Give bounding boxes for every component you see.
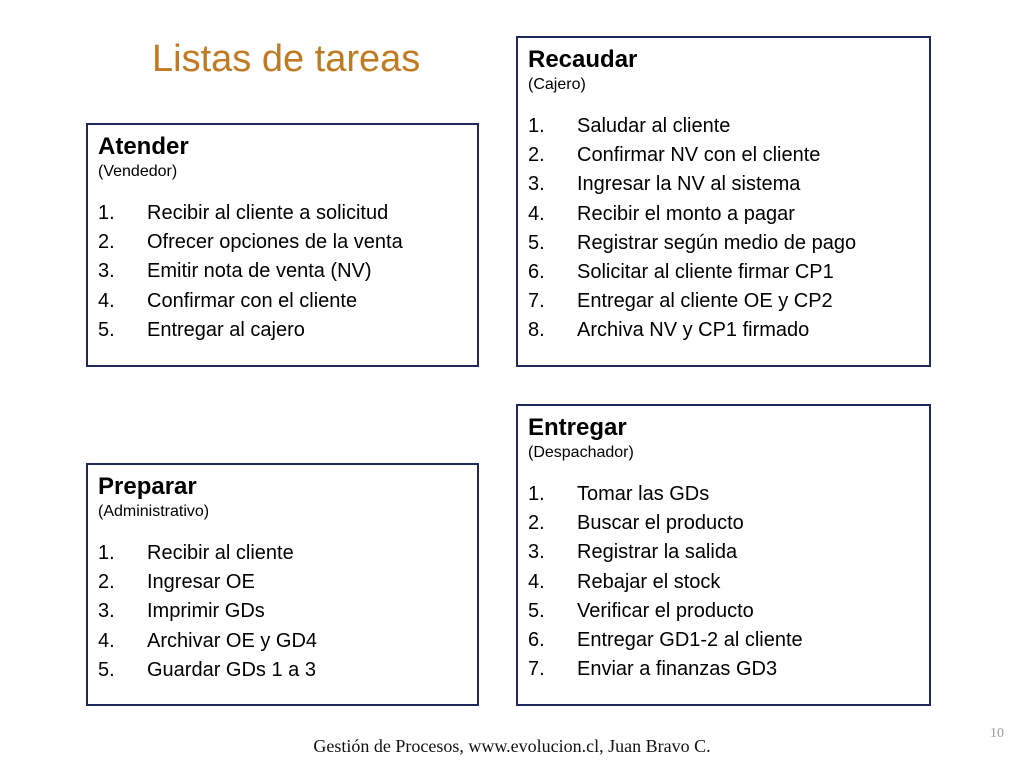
item-text: Solicitar al cliente firmar CP1 [577, 261, 834, 284]
item-number: 7. [528, 290, 545, 313]
slide-footer: Gestión de Procesos, www.evolucion.cl, Juan Bravo C. [313, 736, 711, 756]
list-item [98, 539, 467, 568]
item-text: Tomar las GDs [577, 483, 710, 505]
item-number: 5. [528, 599, 545, 622]
item-text: Registrar según medio de pago [577, 231, 857, 254]
item-number: 2. [528, 512, 545, 535]
item-text: Emitir nota de venta (NV) [147, 260, 372, 283]
list-item [98, 627, 467, 656]
box-title: Recaudar [528, 46, 638, 73]
task-box-atender [86, 123, 479, 367]
box-role: (Cajero) [528, 76, 586, 93]
box-title: Atender [98, 133, 189, 160]
item-number: 3. [528, 173, 545, 196]
box-role: (Despachador) [528, 444, 634, 461]
item-text: Confirmar NV con el cliente [577, 144, 821, 167]
list-item [528, 200, 919, 229]
item-text: Confirmar con el cliente [147, 289, 358, 312]
item-text: Archiva NV y CP1 firmado [577, 319, 810, 342]
item-number: 3. [98, 600, 115, 623]
item-text: Ingresar la NV al sistema [577, 173, 801, 196]
box-title: Entregar [528, 414, 627, 441]
box-role: (Administrativo) [98, 503, 210, 520]
item-number: 2. [98, 571, 115, 594]
item-text: Ingresar OE [147, 571, 255, 594]
item-number: 3. [98, 260, 115, 283]
list-item [528, 480, 919, 509]
item-number: 3. [528, 541, 545, 564]
item-text: Entregar GD1-2 al cliente [577, 629, 803, 652]
slide-title: Listas de tareas [152, 38, 421, 80]
task-box-preparar [86, 463, 479, 706]
list-item [98, 568, 467, 597]
list-item [98, 287, 467, 316]
item-number: 1. [98, 202, 115, 224]
item-text: Guardar GDs 1 a 3 [147, 658, 316, 681]
list-item [98, 257, 467, 286]
list-item [98, 656, 467, 685]
item-number: 4. [528, 202, 545, 225]
list-item [528, 287, 919, 316]
list-item [528, 538, 919, 567]
item-number: 8. [528, 319, 545, 342]
item-number: 4. [528, 570, 545, 593]
item-text: Recibir al cliente [147, 542, 294, 564]
item-text: Recibir al cliente a solicitud [147, 202, 389, 224]
item-number: 6. [528, 261, 545, 284]
list-item [528, 568, 919, 597]
item-number: 1. [528, 483, 545, 505]
item-text: Archivar OE y GD4 [147, 629, 318, 652]
item-text: Entregar al cliente OE y CP2 [577, 290, 833, 313]
list-item [528, 112, 919, 141]
list-item [528, 258, 919, 287]
list-item [98, 597, 467, 626]
item-text: Entregar al cajero [147, 318, 305, 341]
item-number: 5. [98, 318, 115, 341]
item-number: 4. [98, 629, 115, 652]
box-role: (Vendedor) [98, 163, 178, 180]
list-item [528, 655, 919, 684]
list-item [528, 229, 919, 258]
item-text: Registrar la salida [577, 541, 738, 564]
list-item [528, 170, 919, 199]
list-item [98, 199, 467, 228]
page-number: 10 [990, 726, 1004, 741]
item-text: Verificar el producto [577, 599, 754, 622]
item-number: 1. [98, 542, 115, 564]
item-text: Buscar el producto [577, 512, 744, 535]
item-number: 7. [528, 658, 545, 681]
item-number: 5. [98, 658, 115, 681]
task-box-entregar [516, 404, 931, 706]
task-box-recaudar [516, 36, 931, 367]
item-number: 4. [98, 289, 115, 312]
list-item [528, 509, 919, 538]
item-number: 2. [528, 144, 545, 167]
list-item [528, 316, 919, 345]
box-title: Preparar [98, 473, 197, 500]
item-text: Ofrecer opciones de la venta [147, 231, 403, 254]
item-number: 1. [528, 115, 545, 137]
item-number: 6. [528, 629, 545, 652]
item-text: Enviar a finanzas GD3 [577, 658, 778, 681]
list-item [528, 141, 919, 170]
list-item [528, 626, 919, 655]
item-text: Rebajar el stock [577, 570, 721, 593]
list-item [528, 597, 919, 626]
item-text: Imprimir GDs [147, 600, 265, 623]
list-item [98, 228, 467, 257]
item-text: Saludar al cliente [577, 115, 731, 137]
item-number: 2. [98, 231, 115, 254]
item-text: Recibir el monto a pagar [577, 202, 795, 225]
item-number: 5. [528, 231, 545, 254]
list-item [98, 316, 467, 345]
